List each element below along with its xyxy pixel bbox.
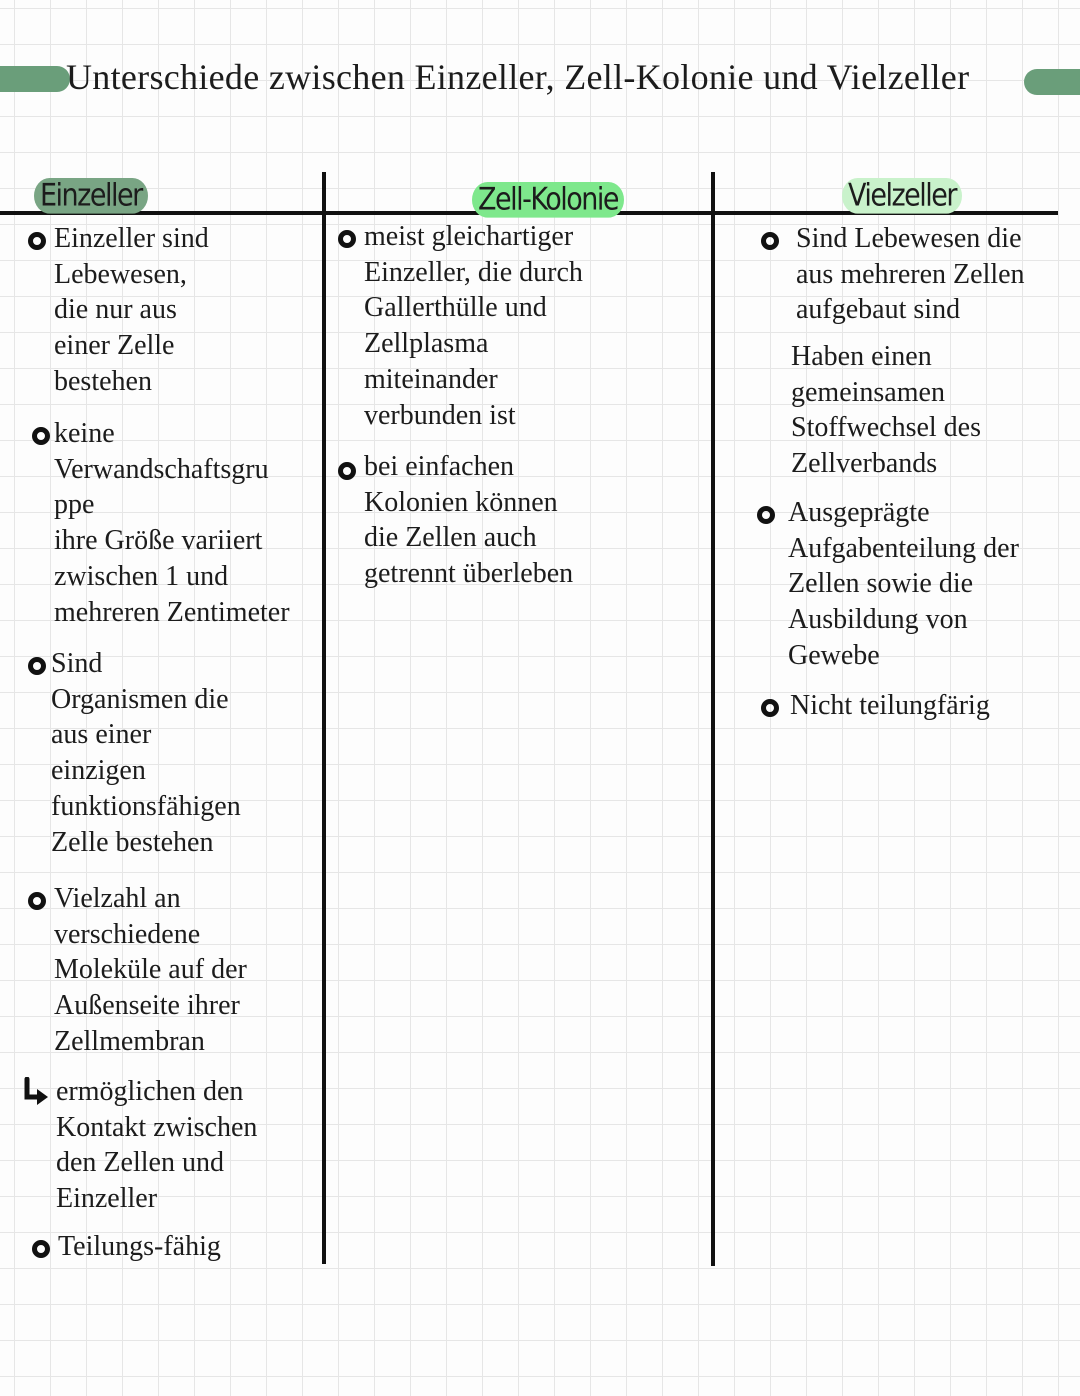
- column-heading-vielzeller: Vielzeller: [842, 178, 962, 214]
- list-item-text: keine Verwandschaftsgru ppe ihre Größe variiert zwischen 1 und mehreren Zentimeter: [54, 418, 290, 628]
- list-item-text: Nicht teilungfärig: [790, 690, 990, 721]
- bullet-circle-icon: [761, 699, 779, 717]
- list-item-text: Einzeller sind Lebewesen, die nur aus einer Zelle bestehen: [54, 223, 209, 397]
- list-item: [364, 219, 704, 433]
- list-item: [56, 1074, 324, 1217]
- list-item-text: bei einfachen Kolonien können die Zellen auch getrennt überleben: [364, 451, 574, 590]
- list-item: [54, 881, 322, 1060]
- bullet-circle-icon: [28, 232, 46, 250]
- page-title: Unterschiede zwischen Einzeller, Zell-Kolonie und Vielzeller: [66, 57, 970, 97]
- list-item-text: Vielzahl an verschiedene Moleküle auf der Außenseite ihrer Zellmembran: [54, 883, 247, 1057]
- list-item-text: ermöglichen den Kontakt zwischen den Zellen und Einzeller: [56, 1076, 258, 1215]
- list-item-text: meist gleichartiger Einzeller, die durch Gallerthülle und Zellplasma miteinander verbunden ist: [364, 221, 583, 431]
- list-item: [796, 221, 1080, 328]
- list-item: [51, 646, 319, 860]
- list-item-text: Teilungs-fähig: [58, 1231, 221, 1262]
- bullet-circle-icon: [761, 232, 779, 250]
- bullet-circle-icon: [32, 427, 50, 445]
- bullet-circle-icon: [32, 1240, 50, 1258]
- column-divider-2: [711, 172, 715, 1266]
- list-item-text: Sind Lebewesen die aus mehreren Zellen aufgebaut sind: [796, 223, 1025, 326]
- title-highlight-right: [1024, 69, 1080, 95]
- list-item-text: Ausgeprägte Aufgabenteilung der Zellen sowie die Ausbildung von Gewebe: [788, 497, 1019, 671]
- column-heading-zell-kolonie: Zell-Kolonie: [472, 182, 624, 218]
- arrow-right-icon: [22, 1077, 52, 1105]
- list-item: [790, 688, 1074, 724]
- list-item-text: Sind Organismen die aus einer einzigen funktionsfähigen Zelle bestehen: [51, 648, 241, 858]
- list-item: [364, 449, 704, 592]
- title-highlight-left: [0, 66, 70, 92]
- list-item: [58, 1229, 326, 1265]
- list-item: [788, 495, 1072, 674]
- list-item: [54, 221, 322, 400]
- bullet-circle-icon: [28, 657, 46, 675]
- list-item: [791, 339, 1075, 482]
- list-item-text: Haben einen gemeinsamen Stoffwechsel des Zellverbands: [791, 341, 981, 480]
- column-heading-einzeller: Einzeller: [34, 178, 148, 214]
- bullet-circle-icon: [757, 506, 775, 524]
- list-item: [54, 416, 322, 630]
- bullet-circle-icon: [338, 230, 356, 248]
- bullet-circle-icon: [28, 892, 46, 910]
- bullet-circle-icon: [338, 462, 356, 480]
